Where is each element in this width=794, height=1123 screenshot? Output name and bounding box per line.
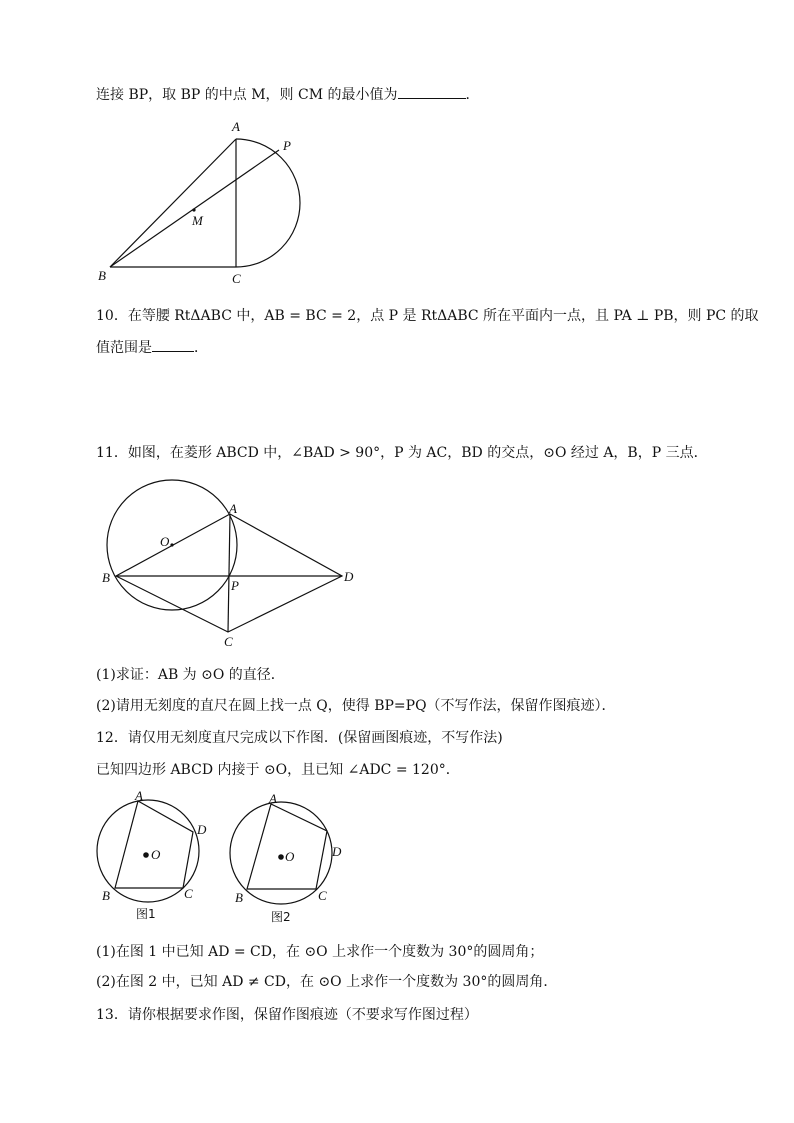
q9-label-m: M xyxy=(192,213,203,228)
q11-label-c: C xyxy=(224,634,233,649)
q12-fig1-label-b: B xyxy=(102,888,110,903)
q9-label-b: B xyxy=(98,268,106,283)
q11-part2: (2)请用无刻度的直尺在圆上找一点 Q，使得 BP=PQ（不写作法，保留作图痕迹）． xyxy=(96,698,616,714)
q9-label-c: C xyxy=(232,271,241,286)
q12-fig1-label-o: O xyxy=(151,847,161,862)
q12-fig2-label-a: A xyxy=(269,791,277,806)
q11-label-b: B xyxy=(102,570,110,585)
q9-text-after: ． xyxy=(465,87,480,103)
q12-fig1-label-d: D xyxy=(197,822,207,837)
q11-label-p: P xyxy=(231,578,239,593)
q12-stem: 12．请仅用无刻度直尺完成以下作图．(保留画图痕迹，不写作法) xyxy=(96,730,503,746)
q13-stem: 13．请你根据要求作图，保留作图痕迹（不要求写作图过程） xyxy=(96,1007,478,1023)
q11-label-o: O xyxy=(160,534,170,549)
q11-label-d: D xyxy=(344,569,354,584)
q10-line1: 10．在等腰 RtΔABC 中，AB = BC = 2，点 P 是 RtΔABC 所在平面内一点，且 PA ⊥ PB，则 PC 的取 xyxy=(96,308,759,324)
q9-text-before: 连接 BP，取 BP 的中点 M，则 CM 的最小值为 xyxy=(96,87,398,103)
q10-line2-after: ． xyxy=(194,340,208,356)
q11-label-a: A xyxy=(229,501,237,516)
q12-fig1-label-a: A xyxy=(135,788,143,803)
q12-fig2-label-c: C xyxy=(318,888,327,903)
q9-label-p: P xyxy=(283,138,291,153)
q11-part1: (1)求证：AB 为 ⊙O 的直径． xyxy=(96,667,285,683)
q12-fig2-label-d: D xyxy=(332,844,342,859)
q12-part2: (2)在图 2 中，已知 AD ≠ CD，在 ⊙O 上求作一个度数为 30°的圆周角． xyxy=(96,974,558,990)
q9-label-a: A xyxy=(232,119,240,134)
q11-stem: 11．如图，在菱形 ABCD 中，∠BAD > 90°，P 为 AC，BD 的交点，⊙O 经过 A，B，P 三点． xyxy=(96,445,708,461)
q12-fig2-label-o: O xyxy=(285,849,295,864)
q12-fig2-label-b: B xyxy=(235,890,243,905)
q12-fig1-caption: 图1 xyxy=(136,907,156,921)
q12-fig2-center xyxy=(278,854,284,860)
q12-fig1-quad-abcd xyxy=(115,801,193,888)
q10-line2-before: 值范围是 xyxy=(96,340,152,356)
q12-fig1-label-c: C xyxy=(184,886,193,901)
q12-fig2-quad-abcd xyxy=(247,804,327,889)
q12-fig1-center xyxy=(143,852,149,858)
q12-given: 已知四边形 ABCD 内接于 ⊙O，且已知 ∠ADC = 120°． xyxy=(96,762,460,778)
q12-part1: (1)在图 1 中已知 AD = CD，在 ⊙O 上求作一个度数为 30°的圆周角； xyxy=(96,944,544,960)
q12-fig2-caption: 图2 xyxy=(271,910,291,924)
